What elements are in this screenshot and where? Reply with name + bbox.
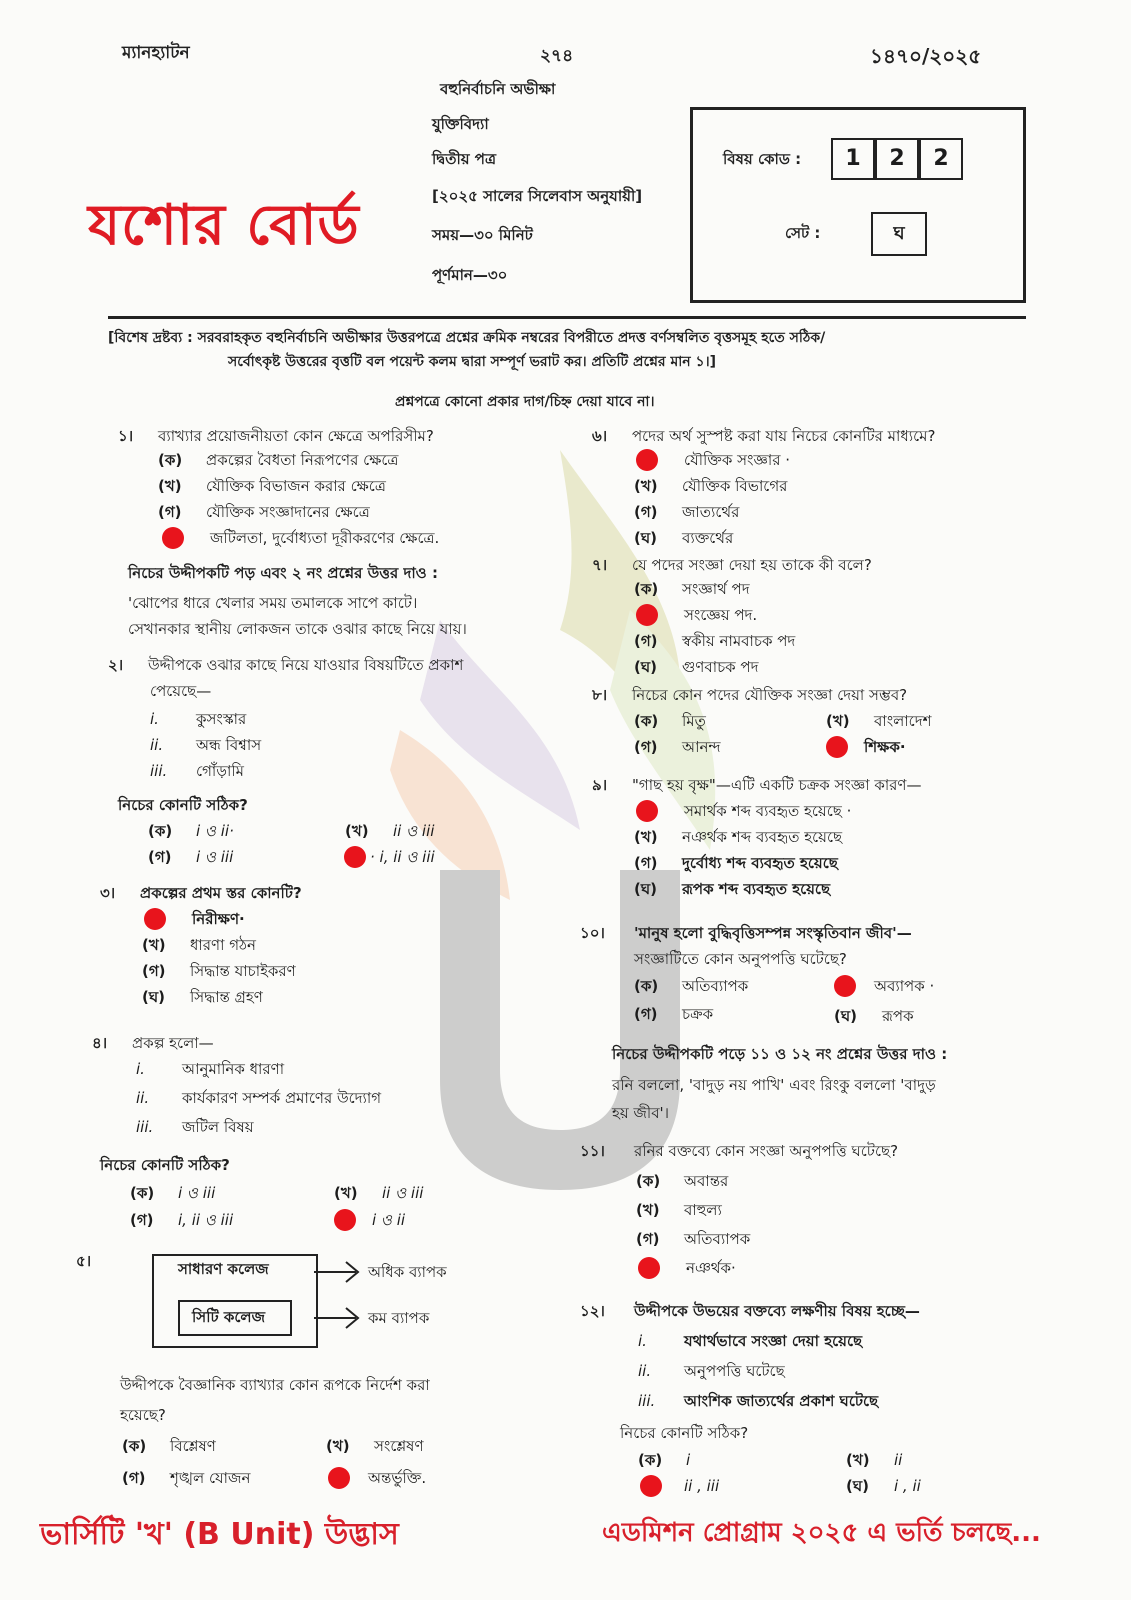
- option-ka-answer: [634, 447, 790, 473]
- option-text: সমার্থক শব্দ ব্যবহৃত হয়েছে ·: [684, 802, 852, 820]
- question-2: [108, 652, 463, 678]
- option-label: (ক): [158, 451, 183, 469]
- board-title: যশোর বোর্ড: [88, 193, 360, 258]
- option-text: শিক্ষক·: [864, 738, 906, 756]
- option-text: ii ও iii: [382, 1184, 424, 1202]
- option-kha: [326, 1433, 424, 1459]
- option-text: · i, ii ও iii: [370, 848, 435, 866]
- option-text: নঞর্থক শব্দ ব্যবহৃত হয়েছে: [682, 828, 843, 846]
- option-label: (ক): [148, 822, 173, 840]
- question-12: [580, 1298, 920, 1324]
- stimulus-2-title: নিচের উদ্দীপকটি পড়ে ১১ ও ১২ নং প্রশ্নের উত্তর দাও :: [612, 1045, 948, 1063]
- option-text: স্বকীয় নামবাচক পদ: [682, 632, 796, 650]
- option-ga: [130, 1207, 233, 1233]
- set-label: সেট :: [785, 224, 821, 242]
- option-ga: [634, 1001, 713, 1027]
- option-text: ii: [894, 1451, 903, 1469]
- option-ka: [122, 1433, 216, 1459]
- option-label: (ক): [130, 1184, 155, 1202]
- option-text: সংজ্ঞার্থ পদ: [682, 580, 750, 598]
- q11-options: [636, 1166, 750, 1282]
- question-10: [580, 920, 912, 946]
- option-text: অব্যাপক ·: [874, 977, 935, 995]
- inner-box-label: সিটি কলেজ: [192, 1308, 266, 1326]
- option-text: ii ও iii: [393, 822, 435, 840]
- subject-code-box: [690, 107, 1026, 303]
- option-kha: [846, 1447, 902, 1473]
- q2-statements: [150, 706, 261, 784]
- option-text: i ও ii·: [196, 822, 234, 840]
- q9-options: [634, 798, 851, 902]
- stimulus-1-line-1: 'ঝোপের ধারে খেলার সময় তমালকে সাপে কাটে।: [128, 594, 418, 612]
- q6-options: [634, 447, 790, 551]
- answer-bubble: [640, 1475, 662, 1497]
- option-label: (ক): [634, 977, 659, 995]
- option-gha: [634, 525, 790, 551]
- question-number: ১।: [118, 427, 134, 445]
- question-3: [100, 880, 302, 906]
- option-label: (ঘ): [142, 988, 165, 1006]
- statement-label: iii.: [638, 1392, 656, 1410]
- option-label: (গ): [634, 854, 658, 872]
- option-ka: [638, 1447, 690, 1473]
- option-kha: [634, 824, 851, 850]
- option-text: সিদ্ধান্ত যাচাইকরণ: [190, 962, 296, 980]
- question-number: ৩।: [100, 884, 116, 902]
- set-value: ঘ: [871, 212, 927, 256]
- option-label: (গ): [634, 503, 658, 521]
- option-text: যৌক্তিক সংজ্ঞাদানের ক্ষেত্রে: [206, 503, 370, 521]
- question-text: ব্যাখ্যার প্রয়োজনীয়তা কোন ক্ষেত্রে অপরিসীম?: [158, 427, 434, 445]
- option-ga: [634, 499, 790, 525]
- q12-statements: [638, 1326, 878, 1416]
- answer-bubble: [636, 604, 658, 626]
- question-5-number: ৫।: [76, 1252, 92, 1270]
- option-gha-answer: [330, 1207, 405, 1233]
- question-number: ৬।: [592, 427, 608, 445]
- option-label: (খ): [634, 477, 658, 495]
- option-ka: [158, 447, 439, 473]
- stimulus-2-line-2: হয় জীব'।: [612, 1104, 670, 1122]
- option-kha: [345, 818, 434, 844]
- diagram-inner-box: [178, 1300, 292, 1336]
- question-number: ৯।: [592, 776, 608, 794]
- statement-label: ii.: [150, 736, 164, 754]
- question-text: উদ্দীপকে উভয়ের বক্তব্যে লক্ষণীয় বিষয় হচ্ছে—: [634, 1302, 920, 1320]
- option-text: প্রকল্পের বৈধতা নিরূপণের ক্ষেত্রে: [206, 451, 399, 469]
- option-text: ধারণা গঠন: [190, 936, 256, 954]
- option-gha: [142, 984, 296, 1010]
- question-number: ১০।: [580, 924, 605, 942]
- option-ga: [122, 1465, 250, 1491]
- option-label: (গ): [634, 632, 658, 650]
- statement-label: ii.: [638, 1362, 652, 1380]
- exam-syllabus: [২০২৫ সালের সিলেবাস অনুযায়ী]: [432, 187, 643, 205]
- option-label: (খ): [846, 1451, 870, 1469]
- option-ga: [158, 499, 439, 525]
- header-left: ম্যানহ্যাটন: [122, 43, 190, 63]
- option-text: i ও ii: [372, 1211, 406, 1229]
- answer-bubble: [144, 908, 166, 930]
- question-number: ১২।: [580, 1302, 605, 1320]
- statement-text: অনুপপত্তি ঘটেছে: [684, 1362, 785, 1380]
- option-label: (গ): [122, 1469, 146, 1487]
- arrow-label-2: কম ব্যাপক: [368, 1309, 430, 1327]
- option-text: চক্রক: [682, 1005, 714, 1023]
- option-text: i ও iii: [196, 848, 234, 866]
- statement-label: i.: [638, 1332, 647, 1350]
- answer-bubble: [344, 846, 366, 868]
- answer-bubble: [162, 527, 184, 549]
- question-text: যে পদের সংজ্ঞা দেয়া হয় তাকে কী বলে?: [632, 556, 872, 574]
- option-text: জটিলতা, দুর্বোধ্যতা দূরীকরণের ক্ষেত্রে.: [210, 529, 440, 547]
- option-label: (খ): [826, 712, 850, 730]
- option-text: রূপক শব্দ ব্যবহৃত হয়েছে: [682, 880, 831, 898]
- statement-label: i.: [150, 710, 159, 728]
- option-kha: [142, 932, 296, 958]
- option-text: যৌক্তিক বিভাগের: [682, 477, 788, 495]
- option-ka: [636, 1166, 750, 1195]
- option-ga-answer: [636, 1473, 719, 1499]
- option-kha: [826, 708, 931, 734]
- option-label: (গ): [634, 738, 658, 756]
- statement-text: যথার্থভাবে সংজ্ঞা দেয়া হয়েছে: [684, 1332, 863, 1350]
- option-text: শৃঙ্খল যোজন: [170, 1469, 251, 1487]
- option-text: নিরীক্ষণ·: [192, 910, 245, 928]
- option-label: (খ): [345, 822, 369, 840]
- option-label: (ক): [638, 1451, 663, 1469]
- option-ka: [148, 818, 234, 844]
- footer-left: ভার্সিটি 'খ' (B Unit) উদ্ভাস: [40, 1517, 399, 1552]
- option-ga: [634, 734, 721, 760]
- option-text: সংজ্ঞেয় পদ.: [684, 606, 758, 624]
- question-number: ২।: [108, 656, 124, 674]
- instruction-line-1: [বিশেষ দ্রষ্টব্য : সরবরাহকৃত বহুনির্বাচনি অভীক্ষার উত্তরপত্রে প্রশ্নের ক্রমিক নম্বরের বিপরীতে প্রদত্ত বর্ণসম্বলিত বৃত্তসমূহ হতে সঠিক/: [108, 330, 826, 346]
- option-label: (খ): [142, 936, 166, 954]
- option-text: আনন্দ: [682, 738, 721, 756]
- header-right: ১৪৭০/২০২৫: [870, 44, 982, 68]
- option-ka: [130, 1180, 215, 1206]
- which-correct: নিচের কোনটি সঠিক?: [100, 1156, 230, 1174]
- option-label: (গ): [158, 503, 182, 521]
- question-text: প্রকল্পের প্রথম স্তর কোনটি?: [140, 884, 302, 902]
- q7-options: [634, 576, 795, 680]
- instruction-line-3: প্রশ্নপত্রে কোনো প্রকার দাগ/চিহ্ন দেয়া যাবে না।: [395, 394, 655, 410]
- option-text: ii , iii: [684, 1477, 720, 1495]
- option-kha: [334, 1180, 423, 1206]
- exam-time: সময়—৩০ মিনিট: [432, 226, 533, 244]
- question-text: প্রকল্প হলো—: [132, 1034, 214, 1052]
- option-text: জাত্যর্থের: [682, 503, 740, 521]
- option-gha: [834, 1003, 914, 1029]
- option-gha-answer: [636, 1253, 750, 1282]
- stimulus-1-title: নিচের উদ্দীপকটি পড় এবং ২ নং প্রশ্নের উত্তর দাও :: [128, 564, 438, 582]
- question-text: 'মানুষ হলো বুদ্ধিবৃত্তিসম্পন্ন সংস্কৃতিবান জীব'—: [634, 924, 912, 942]
- question-text: নিচের কোন পদের যৌক্তিক সংজ্ঞা দেয়া সম্ভব?: [632, 686, 908, 704]
- option-text: মিতু: [682, 712, 706, 730]
- exam-type: বহুনির্বাচনি অভীক্ষা: [440, 80, 556, 98]
- stimulus-2-line-1: রনি বললো, 'বাদুড় নয় পাখি' এবং রিংকু বললো 'বাদুড়: [612, 1076, 936, 1094]
- question-8: [592, 682, 907, 708]
- option-text: গুণবাচক পদ: [682, 658, 759, 676]
- q3-options: [142, 906, 296, 1010]
- statement-text: কার্যকারণ সম্পর্ক প্রমাণের উদ্যোগ: [182, 1089, 382, 1107]
- statement-label: iii.: [150, 762, 168, 780]
- question-1: [118, 423, 434, 449]
- option-ka-answer: [634, 798, 851, 824]
- answer-bubble: [826, 736, 848, 758]
- question-4: [92, 1030, 214, 1056]
- option-text: অতিব্যাপক: [682, 977, 749, 995]
- option-gha-answer: [822, 734, 906, 760]
- question-6: [592, 423, 935, 449]
- option-text: সংশ্লেষণ: [374, 1437, 424, 1455]
- option-label: (ক): [634, 580, 659, 598]
- question-number: ১১।: [580, 1142, 605, 1160]
- option-label: (গ): [148, 848, 172, 866]
- statement-label: ii.: [136, 1089, 150, 1107]
- option-text: অন্তর্ভুক্তি.: [368, 1469, 427, 1487]
- option-kha: [636, 1195, 750, 1224]
- option-ka: [634, 708, 706, 734]
- option-gha-answer: [340, 844, 435, 870]
- which-correct: নিচের কোনটি সঠিক?: [118, 796, 248, 814]
- code-digit: 1: [831, 138, 875, 180]
- option-label: (খ): [334, 1184, 358, 1202]
- option-label: (ঘ): [634, 529, 657, 547]
- exam-marks: পূর্ণমান—৩০: [432, 266, 508, 284]
- option-ga: [142, 958, 296, 984]
- option-gha-answer: [158, 525, 439, 551]
- statement-text: গোঁড়ামি: [196, 762, 244, 780]
- option-label: (খ): [326, 1437, 350, 1455]
- statement-text: আনুমানিক ধারণা: [182, 1060, 285, 1078]
- which-correct: নিচের কোনটি সঠিক?: [620, 1424, 749, 1442]
- stimulus-1-line-2: সেখানকার স্থানীয় লোকজন তাকে ওঝার কাছে নিয়ে যায়।: [128, 620, 467, 638]
- code-digit: 2: [919, 138, 963, 180]
- option-text: বিশ্লেষণ: [170, 1437, 216, 1455]
- option-text: দুর্বোধ্য শব্দ ব্যবহৃত হয়েছে: [682, 854, 838, 872]
- answer-bubble: [334, 1209, 356, 1231]
- q4-statements: [136, 1056, 381, 1140]
- option-gha: [846, 1473, 921, 1499]
- page-number: ২৭৪: [540, 46, 574, 66]
- option-ka-answer: [142, 906, 296, 932]
- option-kha-answer: [634, 602, 795, 628]
- instruction-line-2: সর্বোৎকৃষ্ট উত্তরের বৃত্তটি বল পয়েন্ট কলম দ্বারা সম্পূর্ণ ভরাট কর। প্রতিটি প্রশ্নের মান ১।]: [228, 354, 717, 370]
- option-text: i , ii: [894, 1477, 921, 1495]
- question-7: [592, 552, 872, 578]
- statement-label: iii.: [136, 1118, 154, 1136]
- statement-text: জটিল বিষয়: [182, 1118, 254, 1136]
- statement-text: কুসংস্কার: [196, 710, 247, 728]
- statement-text: অন্ধ বিশ্বাস: [196, 736, 262, 754]
- option-ga: [634, 628, 795, 654]
- q1-options: [158, 447, 439, 551]
- diagram-outer-box: [152, 1254, 318, 1348]
- option-text: i, ii ও iii: [178, 1211, 234, 1229]
- option-text: i ও iii: [178, 1184, 216, 1202]
- option-text: রূপক: [882, 1007, 914, 1025]
- question-5-line-2: হয়েছে?: [120, 1406, 166, 1424]
- diagram-arrows: [314, 1258, 374, 1338]
- question-number: ৮।: [592, 686, 608, 704]
- question-text: উদ্দীপকে ওঝার কাছে নিয়ে যাওয়ার বিষয়টিতে প্রকাশ: [148, 656, 464, 674]
- question-9: [592, 772, 922, 798]
- option-label: (খ): [636, 1200, 660, 1219]
- option-label: (ঘ): [634, 658, 657, 676]
- arrow-label-1: অধিক ব্যাপক: [368, 1263, 447, 1281]
- option-kha: [634, 473, 790, 499]
- question-11: [580, 1138, 898, 1164]
- question-5-line-1: উদ্দীপকে বৈজ্ঞানিক ব্যাখ্যার কোন রূপকে নির্দেশ করা: [120, 1376, 430, 1394]
- answer-bubble: [636, 800, 658, 822]
- option-label: (খ): [158, 477, 182, 495]
- answer-bubble: [636, 449, 658, 471]
- question-text: "গাছ হয় বৃক্ষ"—এটি একটি চক্রক সংজ্ঞা কারণ—: [632, 776, 922, 794]
- option-text: যৌক্তিক সংজ্ঞার ·: [684, 451, 791, 469]
- header-divider: [108, 316, 1026, 319]
- answer-bubble: [328, 1467, 350, 1489]
- option-text: নঞর্থক·: [686, 1258, 736, 1277]
- option-ga: [634, 850, 851, 876]
- option-text: i: [686, 1451, 691, 1469]
- code-label: বিষয় কোড :: [723, 150, 802, 168]
- option-text: অবান্তর: [684, 1171, 729, 1190]
- option-text: সিদ্ধান্ত গ্রহণ: [190, 988, 263, 1006]
- option-text: বাংলাদেশ: [874, 712, 932, 730]
- question-10-line-2: সংজ্ঞাটিতে কোন অনুপপত্তি ঘটেছে?: [634, 950, 847, 968]
- option-gha: [634, 876, 851, 902]
- option-label: (ক): [122, 1437, 147, 1455]
- option-label: (ক): [634, 712, 659, 730]
- option-label: (ঘ): [834, 1007, 857, 1025]
- question-text: রনির বক্তব্যে কোন সংজ্ঞা অনুপপত্তি ঘটেছে?: [634, 1142, 899, 1160]
- option-label: (খ): [634, 828, 658, 846]
- exam-paper: দ্বিতীয় পত্র: [432, 150, 497, 168]
- question-number: ৭।: [592, 556, 608, 574]
- option-label: (ঘ): [846, 1477, 869, 1495]
- option-label: (ঘ): [634, 880, 657, 898]
- option-label: (গ): [130, 1211, 154, 1229]
- statement-text: আংশিক জাত্যর্থের প্রকাশ ঘটেছে: [684, 1392, 879, 1410]
- question-text: পদের অর্থ সুস্পষ্ট করা যায় নিচের কোনটির মাধ্যমে?: [632, 427, 936, 445]
- option-kha-answer: [830, 973, 934, 999]
- option-ga: [148, 844, 233, 870]
- option-label: (ক): [636, 1171, 661, 1190]
- option-label: (গ): [634, 1005, 658, 1023]
- code-digits: [831, 138, 963, 180]
- exam-subject: যুক্তিবিদ্যা: [432, 115, 489, 133]
- option-ga: [636, 1224, 750, 1253]
- code-digit: 2: [875, 138, 919, 180]
- outer-box-label: সাধারণ কলেজ: [178, 1260, 269, 1278]
- answer-bubble: [834, 975, 856, 997]
- footer-right: এডমিশন প্রোগ্রাম ২০২৫ এ ভর্তি চলছে...: [602, 1518, 1041, 1548]
- option-label: (গ): [636, 1229, 660, 1248]
- option-text: ব্যক্তর্থের: [682, 529, 734, 547]
- option-gha: [634, 654, 795, 680]
- option-text: বাহুল্য: [684, 1200, 722, 1219]
- option-kha: [158, 473, 439, 499]
- answer-bubble: [638, 1257, 660, 1279]
- option-ka: [634, 576, 795, 602]
- option-text: যৌক্তিক বিভাজন করার ক্ষেত্রে: [206, 477, 386, 495]
- question-number: ৪।: [92, 1034, 108, 1052]
- question-2-line-2: পেয়েছে—: [150, 682, 212, 700]
- statement-label: i.: [136, 1060, 145, 1078]
- option-label: (গ): [142, 962, 166, 980]
- option-ka: [634, 973, 748, 999]
- option-gha-answer: [324, 1465, 426, 1491]
- option-text: অতিব্যাপক: [684, 1229, 751, 1248]
